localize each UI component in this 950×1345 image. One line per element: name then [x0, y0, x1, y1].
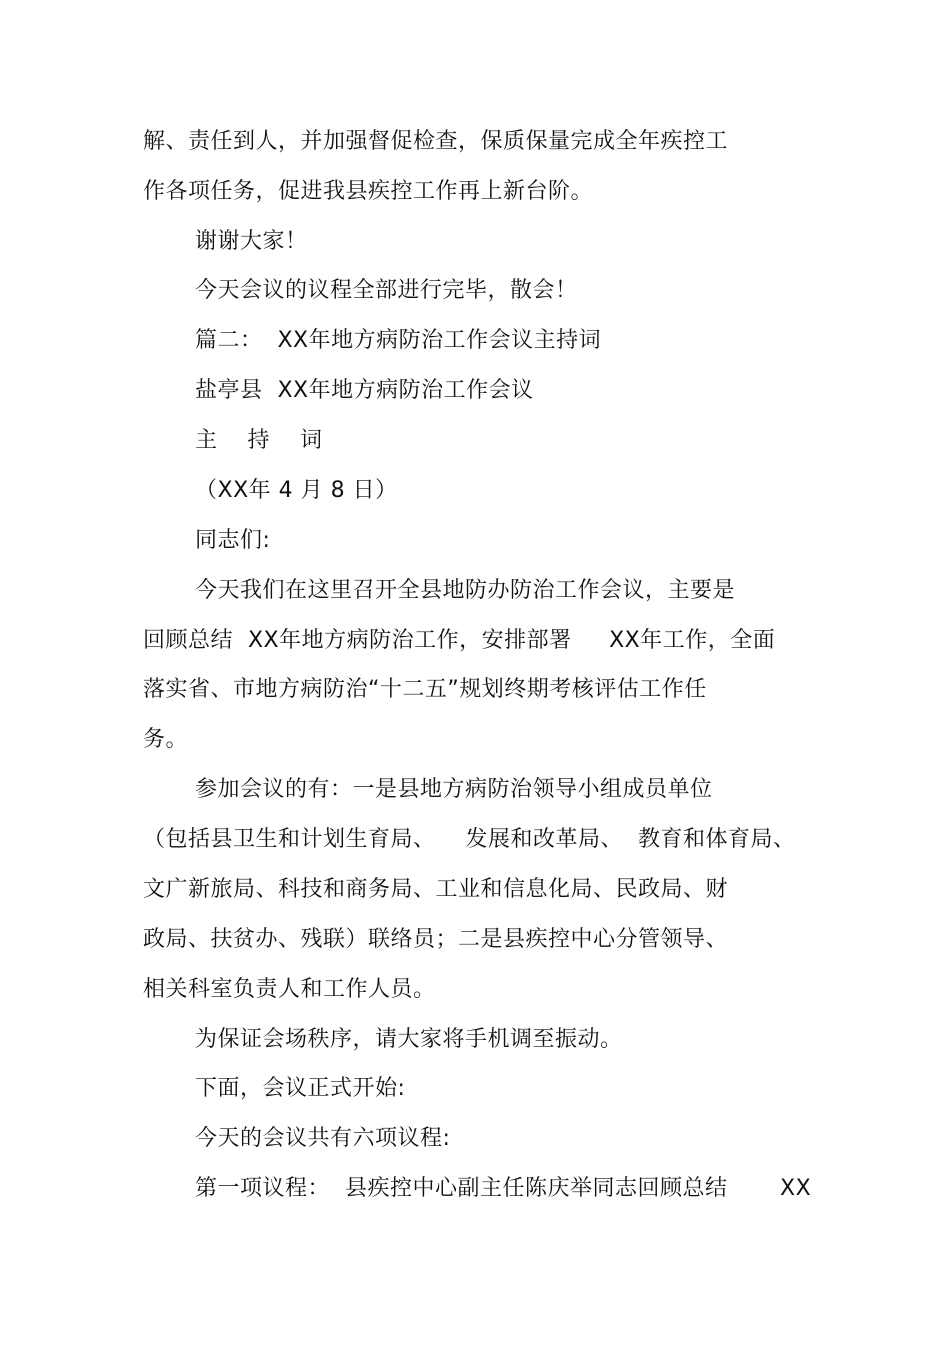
text-line: XX	[780, 1176, 812, 1201]
text-line: 务。	[143, 727, 189, 752]
text-line: 解、责任到人，并加强督促检查，保质保量完成全年疾控工	[143, 129, 729, 154]
text-line: （XX年 4 月 8 日）	[195, 478, 398, 503]
text-line: 谢谢大家！	[195, 229, 308, 254]
text-line: （包括县卫生和计划生育局、 发展和改革局、 教育和体育局、	[143, 827, 796, 852]
text-line: 主 持 词	[195, 428, 323, 453]
text-line: 第一项议程： 县疾控中心副主任陈庆举同志回顾总结	[195, 1176, 728, 1201]
text-line: 今天我们在这里召开全县地防办防治工作会议，主要是	[195, 578, 736, 603]
text-line: 今天会议的议程全部进行完毕，散会！	[195, 278, 578, 303]
text-line: 回顾总结 XX年地方病防治工作，安排部署 XX年工作，全面	[143, 628, 776, 653]
text-line: 政局、扶贫办、残联）联络员；二是县疾控中心分管领导、	[143, 927, 729, 952]
text-line: 作各项任务，促进我县疾控工作再上新台阶。	[143, 179, 594, 204]
text-line: 文广新旅局、科技和商务局、工业和信息化局、民政局、财	[143, 877, 729, 902]
text-line: 今天的会议共有六项议程:	[195, 1126, 451, 1151]
text-line: 参加会议的有：一是县地方病防治领导小组成员单位	[195, 777, 713, 802]
text-line: 落实省、市地方病防治“十二五”规划终期考核评估工作任	[143, 677, 707, 702]
text-line: 相关科室负责人和工作人员。	[143, 977, 436, 1002]
text-line: 下面，会议正式开始:	[195, 1076, 406, 1101]
text-line: 为保证会场秩序，请大家将手机调至振动。	[195, 1027, 623, 1052]
text-line: 同志们:	[195, 528, 271, 553]
text-line: 盐亭县 XX年地方病防治工作会议	[195, 378, 534, 403]
text-line: 篇二： XX年地方病防治工作会议主持词	[195, 328, 602, 353]
